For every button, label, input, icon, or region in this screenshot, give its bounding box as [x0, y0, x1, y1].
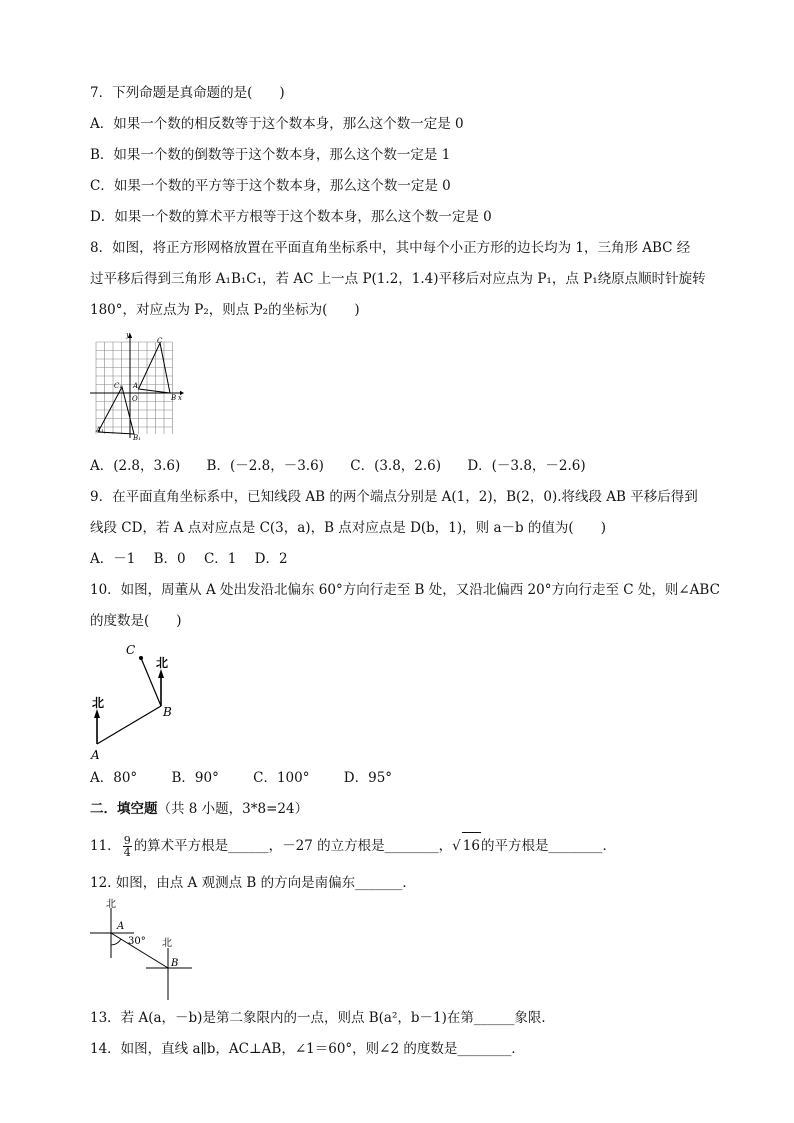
point-c-label: C [126, 643, 136, 657]
section2-title: 二．填空题 [90, 801, 158, 817]
path-a-to-b [97, 706, 161, 744]
q7-option-d: D．如果一个数的算术平方根等于这个数本身，那么这个数一定是 0 [90, 209, 492, 225]
q8-line3: 180°，对应点为 P₂，则点 P₂的坐标为( ) [90, 302, 360, 318]
q11-fraction-denominator: 4 [123, 846, 131, 859]
q10-options [90, 768, 392, 788]
q8-option-a: A．(2.8，3.6) [90, 458, 181, 474]
north-arrowhead-a [94, 709, 100, 718]
q11-part1: 的算术平方根是______，－27 的立方根是________， [133, 838, 453, 854]
q10-option-c: C．100° [253, 770, 310, 786]
q8-line2: 过平移后得到三角形 A₁B₁C₁，若 AC 上一点 P(1.2，1.4)平移后对应点为 P₁，点 P₁绕原点顺时针旋转 [90, 271, 706, 287]
q12-text: 12. 如图，由点 A 观测点 B 的方向是南偏东_______． [90, 875, 416, 891]
q10-line2: 的度数是( ) [90, 613, 182, 629]
q9-option-b: B．0 [153, 551, 186, 567]
q8-options [90, 456, 586, 476]
section2-heading [90, 799, 308, 819]
point-b-label: B [171, 958, 179, 969]
north-arrowhead-b [158, 669, 164, 678]
angle-arc [111, 939, 121, 945]
q8-line1: 8．如图，将正方形网格放置在平面直角坐标系中，其中每个小正方形的边长均为 1，三角形 ABC 经 [90, 240, 691, 256]
north-label-2: 北 [162, 938, 172, 949]
q10-line1: 10．如图，周董从 A 处出发沿北偏东 60°方向行走至 B 处，又沿北偏西 20°方向行走至 C 处，则∠ABC [90, 582, 720, 598]
q9-option-d: D．2 [254, 551, 288, 567]
north-label-1: 北 [106, 899, 116, 910]
q7-stem: 7．下列命题是真命题的是( ) [90, 85, 285, 101]
q7-option-c: C．如果一个数的平方等于这个数本身，那么这个数一定是 0 [90, 178, 451, 194]
q8-grid-figure [86, 330, 196, 442]
q9-option-a: A．－1 [90, 551, 136, 567]
point-c-label: C [157, 337, 163, 345]
q7-option-a: A．如果一个数的相反数等于这个数本身，那么这个数一定是 0 [90, 116, 464, 132]
sqrt-symbol-icon: √ [452, 838, 461, 854]
y-axis-label: y [126, 331, 130, 339]
point-a1-label: A₁ [96, 426, 104, 434]
q9-option-c: C．1 [203, 551, 237, 567]
q12-direction-figure [86, 896, 202, 1002]
q13-text: 13．若 A(a，－b)是第二象限内的一点，则点 B(a²，b－1)在第______象限． [90, 1010, 555, 1026]
q10-option-a: A．80° [90, 770, 138, 786]
q10-option-b: B．90° [171, 770, 219, 786]
north-label-a: 北 [92, 696, 105, 710]
q7-option-b: B．如果一个数的倒数等于这个数本身，那么这个数一定是 1 [90, 147, 451, 163]
point-c1-label: C₁ [114, 382, 123, 390]
q10-direction-figure [84, 636, 194, 762]
q9-line2: 线段 CD，若 A 点对应点是 C(3，a)，B 点对应点是 D(b，1)，则 a－b 的值为( ) [90, 520, 606, 536]
q11-fraction-numerator: 9 [123, 834, 131, 847]
point-b-label: B [163, 705, 172, 719]
x-axis-label: x [178, 394, 182, 402]
point-a-label: A [91, 748, 100, 762]
angle-label: 30° [128, 936, 146, 947]
q11-radicand: 16 [462, 832, 481, 859]
q8-option-b: B．(－2.8，－3.6) [206, 458, 324, 474]
q11 [90, 832, 616, 859]
north-label-b: 北 [156, 656, 169, 670]
q11-fraction [123, 835, 132, 858]
point-a-label: A [133, 382, 139, 390]
point-b-label: B [171, 394, 177, 402]
origin-label: O [132, 395, 138, 403]
q9-line1: 9．在平面直角坐标系中，已知线段 AB 的两个端点分别是 A(1，2)，B(2，0).将线段 AB 平移后得到 [90, 489, 698, 505]
q10-option-d: D．95° [343, 770, 393, 786]
q8-option-d: D．(－3.8，－2.6) [467, 458, 586, 474]
q9-options [90, 549, 288, 569]
point-b1-label: B₁ [133, 434, 141, 442]
section2-note: （共 8 小题，3*8=24） [157, 801, 309, 817]
q8-option-c: C．(3.8，2.6) [350, 458, 442, 474]
q11-part2: 的平方根是________． [480, 838, 616, 854]
point-a-label: A [117, 921, 125, 932]
q11-prefix: 11． [90, 838, 121, 854]
q14-text: 14．如图，直线 a∥b，AC⊥AB，∠1＝60°，则∠2 的度数是________． [90, 1041, 525, 1057]
